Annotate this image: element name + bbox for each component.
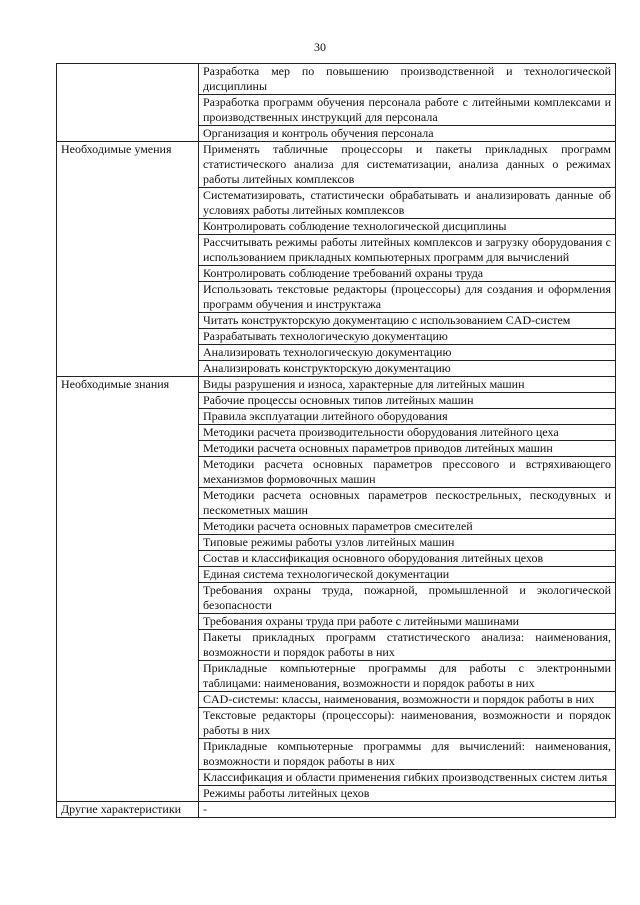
requirement-text: Правила эксплуатации литейного оборудования: [199, 409, 616, 425]
requirement-text: Прикладные компьютерные программы для вычислений: наименования, возможности и порядок работы в них: [199, 739, 616, 770]
requirement-text: Требования охраны труда, пожарной, промышленной и экологической безопасности: [199, 583, 616, 614]
requirement-text: Разработка программ обучения персонала работе с литейными комплексами и производственных инструкций для персонала: [199, 95, 616, 126]
section-label: Необходимые умения: [57, 142, 199, 377]
requirement-text: Использовать текстовые редакторы (процессоры) для создания и оформления программ обучения и инструктажа: [199, 282, 616, 313]
requirement-text: Разработка мер по повышению производственной и технологической дисциплины: [199, 64, 616, 95]
requirement-text: Применять табличные процессоры и пакеты прикладных программ статистического анализа для систематизации, анализа данных о режимах работы литейных комплексов: [199, 142, 616, 188]
requirement-text: Рабочие процессы основных типов литейных машин: [199, 393, 616, 409]
requirement-text: Методики расчета основных параметров пескострельных, пескодувных и пескометных машин: [199, 488, 616, 519]
table-row: [57, 64, 616, 95]
requirements-table: [56, 63, 616, 818]
table-body: [57, 64, 616, 818]
page-number: 30: [314, 40, 326, 54]
requirement-text: Прикладные компьютерные программы для работы с электронными таблицами: наименования, возможности и порядок работы в них: [199, 661, 616, 692]
requirement-text: Методики расчета основных параметров смесителей: [199, 519, 616, 535]
requirement-text: -: [199, 802, 616, 818]
requirement-text: Разрабатывать технологическую документацию: [199, 329, 616, 345]
requirement-text: Анализировать технологическую документацию: [199, 345, 616, 361]
requirement-text: Контролировать соблюдение технологической дисциплины: [199, 219, 616, 235]
requirement-text: Пакеты прикладных программ статистического анализа: наименования, возможности и порядок работы в них: [199, 630, 616, 661]
section-label: Необходимые знания: [57, 377, 199, 802]
requirement-text: Текстовые редакторы (процессоры): наименования, возможности и порядок работы в них: [199, 708, 616, 739]
requirement-text: Режимы работы литейных цехов: [199, 786, 616, 802]
requirement-text: Виды разрушения и износа, характерные для литейных машин: [199, 377, 616, 393]
requirement-text: Организация и контроль обучения персонала: [199, 126, 616, 142]
requirement-text: Контролировать соблюдение требований охраны труда: [199, 266, 616, 282]
section-label: Другие характеристики: [57, 802, 199, 818]
requirement-text: Методики расчета основных параметров приводов литейных машин: [199, 441, 616, 457]
requirement-text: Требования охраны труда при работе с литейными машинами: [199, 614, 616, 630]
requirement-text: CAD-системы: классы, наименования, возможности и порядок работы в них: [199, 692, 616, 708]
table-row: [57, 377, 616, 393]
requirement-text: Типовые режимы работы узлов литейных машин: [199, 535, 616, 551]
requirement-text: Единая система технологической документации: [199, 567, 616, 583]
requirement-text: Методики расчета основных параметров прессового и встряхивающего механизмов формовочных машин: [199, 457, 616, 488]
table-row: [57, 802, 616, 818]
requirement-text: Состав и классификация основного оборудования литейных цехов: [199, 551, 616, 567]
requirement-text: Классификация и области применения гибких производственных систем литья: [199, 770, 616, 786]
requirement-text: Читать конструкторскую документацию с использованием CAD-систем: [199, 313, 616, 329]
requirement-text: Методики расчета производительности оборудования литейного цеха: [199, 425, 616, 441]
requirement-text: Систематизировать, статистически обрабатывать и анализировать данные об условиях работы литейных комплексов: [199, 188, 616, 219]
section-label: [57, 64, 199, 142]
table-row: [57, 142, 616, 188]
requirement-text: Рассчитывать режимы работы литейных комплексов и загрузку оборудования с использованием прикладных компьютерных программ для вычислений: [199, 235, 616, 266]
requirement-text: Анализировать конструкторскую документацию: [199, 361, 616, 377]
